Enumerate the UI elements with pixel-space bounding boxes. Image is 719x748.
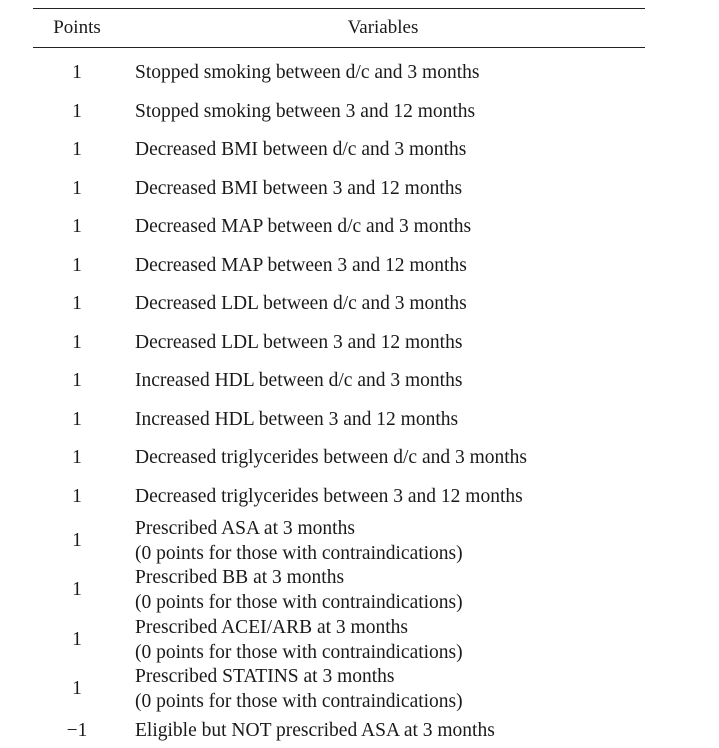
row-variable-text: Decreased BMI between d/c and 3 months <box>135 139 467 161</box>
row-variable <box>121 215 645 239</box>
table-body <box>33 54 645 748</box>
table-row <box>33 208 645 247</box>
row-variable-text: Decreased LDL between 3 and 12 months <box>135 331 463 353</box>
table-row <box>33 439 645 478</box>
row-points: 1 <box>72 485 82 507</box>
row-points: 1 <box>72 579 82 601</box>
row-variable <box>121 138 645 162</box>
table-row <box>33 247 645 286</box>
row-points: 1 <box>72 678 82 700</box>
row-variable <box>121 516 645 566</box>
row-variable <box>121 254 645 278</box>
row-variable <box>121 485 645 509</box>
table-row <box>33 665 645 715</box>
row-variable <box>121 100 645 124</box>
row-variable-text: Eligible but NOT prescribed ASA at 3 months <box>135 720 495 741</box>
row-variable-text: Prescribed STATINS at 3 months <box>135 666 395 688</box>
row-points: −1 <box>66 720 88 741</box>
row-variable <box>121 719 645 743</box>
row-variable-note: (0 points for those with contraindications) <box>135 641 463 663</box>
row-points: 1 <box>72 177 82 199</box>
row-variable-text: Stopped smoking between 3 and 12 months <box>135 100 476 122</box>
row-variable-text: Prescribed ASA at 3 months <box>135 517 355 539</box>
header-variables: Variables <box>347 17 419 38</box>
row-variable-text: Decreased LDL between d/c and 3 months <box>135 293 467 315</box>
row-variable-text: Increased HDL between d/c and 3 months <box>135 370 463 392</box>
header-points: Points <box>53 17 101 38</box>
row-points: 1 <box>72 62 82 84</box>
table-row <box>33 54 645 93</box>
row-points: 1 <box>72 370 82 392</box>
row-variable <box>121 177 645 201</box>
row-variable-text: Decreased BMI between 3 and 12 months <box>135 177 463 199</box>
row-variable <box>121 408 645 432</box>
points-table <box>33 8 645 748</box>
row-variable-note: (0 points for those with contraindications) <box>135 691 463 713</box>
row-variable <box>121 565 645 615</box>
row-points: 1 <box>72 100 82 122</box>
row-variable-text: Prescribed BB at 3 months <box>135 567 345 589</box>
row-points: 1 <box>72 254 82 276</box>
row-points: 1 <box>72 139 82 161</box>
table-row <box>33 566 645 616</box>
row-points: 1 <box>72 529 82 551</box>
row-variable-note: (0 points for those with contraindications) <box>135 542 463 564</box>
row-variable <box>121 292 645 316</box>
row-variable-text: Stopped smoking between d/c and 3 months <box>135 62 480 84</box>
row-points: 1 <box>72 293 82 315</box>
row-variable-text: Decreased MAP between d/c and 3 months <box>135 216 472 238</box>
row-points: 1 <box>72 408 82 430</box>
row-variable-text: Prescribed ACEI/ARB at 3 months <box>135 616 408 638</box>
row-variable <box>121 664 645 714</box>
row-variable-text: Decreased MAP between 3 and 12 months <box>135 254 467 276</box>
row-variable <box>121 331 645 355</box>
table-header-rule <box>33 47 645 48</box>
table-row <box>33 401 645 440</box>
row-points: 1 <box>72 331 82 353</box>
table-row <box>33 324 645 363</box>
row-variable-text: Increased HDL between 3 and 12 months <box>135 408 459 430</box>
table-row <box>33 131 645 170</box>
table-row <box>33 615 645 665</box>
table-row <box>33 714 645 748</box>
table-row <box>33 285 645 324</box>
row-variable <box>121 61 645 85</box>
row-variable-text: Decreased triglycerides between 3 and 12 months <box>135 485 523 507</box>
row-variable-note: (0 points for those with contraindications) <box>135 592 463 614</box>
row-variable-text: Decreased triglycerides between d/c and 3 months <box>135 447 528 469</box>
table-row <box>33 478 645 517</box>
table-header <box>33 9 645 47</box>
row-variable <box>121 369 645 393</box>
table-row <box>33 362 645 401</box>
row-points: 1 <box>72 628 82 650</box>
table-row <box>33 93 645 132</box>
table-row <box>33 516 645 566</box>
row-points: 1 <box>72 216 82 238</box>
row-variable <box>121 446 645 470</box>
table-row <box>33 170 645 209</box>
row-variable <box>121 615 645 665</box>
row-points: 1 <box>72 447 82 469</box>
